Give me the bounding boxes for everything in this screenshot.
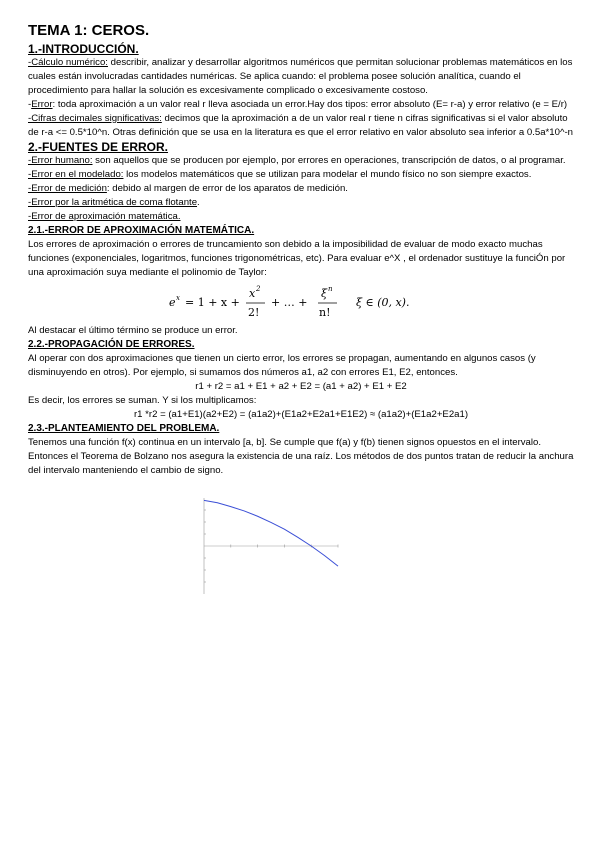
term: -Cálculo numérico: [28,57,108,68]
list-item [28,154,574,168]
series-line [204,500,338,566]
text: decimos que la aproximación a de un valor real r tiene n cifras significativas si el valor absoluto de r-a <= 0.5*10^n. Otras definición que se usa en la literatura es que el error relativo en valor absoluto sea inferior a 0.5a*10^-n [28,113,573,138]
paragraph-multiplicamos: Es decir, los errores se suman. Y si los multiplicamos: [28,395,257,406]
term: Error [31,99,53,110]
page-title: TEMA 1: CEROS. [28,22,150,39]
taylor-formula-svg [161,282,441,322]
formula-frac2-num-sup: n [328,285,333,293]
function-plot-svg [198,490,343,600]
text: describir, analizar y desarrollar algoritmos numéricos que permitan solucionar problemas matemáticos en los cuales están involucradas cantidades numéricas. Se aplica cuando: el problema posee solución analítica, cuando el procedimiento para hallar la solución es excesivamente complicado o excesivamente costoso. [28,57,573,96]
formula-cond: ξ ∈ (0, x). [356,296,410,309]
formula-eq: = 1 + x + [185,296,240,309]
list-item [28,168,574,182]
equation-product: r1 *r2 = (a1+E1)(a2+E2) = (a1a2)+(E1a2+E2a1+E1E2) ≈ (a1a2)+(E1a2+E2a1) [133,409,469,420]
section-heading-fuentes: 2.-FUENTES DE ERROR. [28,140,169,154]
equation-sum: r1 + r2 = a1 + E1 + a2 + E2 = (a1 + a2) + E1 + E2 [195,381,407,392]
dash: - [28,99,32,110]
section-heading-aproximacion: 2.1.-ERROR DE APROXIMACIÓN MATEMÁTICA. [28,225,255,236]
text: son aquellos que se producen por ejemplo, por errores en operaciones, transcripción de datos, o al programar. [92,155,566,166]
formula-frac1-den: 2! [248,306,260,319]
formula-frac2-num: ξ [321,287,328,300]
list-item [28,196,574,210]
text: : toda aproximación a un valor real r lleva asociada un error.Hay dos tipos: error absoluto (E= r-a) y error relativo (e = E/r) [52,99,568,110]
text: : debido al margen de error de los aparatos de medición. [106,183,348,194]
list-item [28,182,574,196]
paragraph-ultimo-termino: Al destacar el último término se produce un error. [28,325,238,336]
paragraph-cifras [28,112,574,140]
function-plot [198,490,343,600]
term: -Cifras decimales significativas: [28,113,162,124]
formula-frac1-num: x [249,287,256,300]
formula-mid: + … + [271,296,308,309]
term: -Error de aproximación matemática. [28,211,181,222]
formula-lhs-sup: x [176,294,180,302]
section-heading-planteamiento: 2.3.-PLANTEAMIENTO DEL PROBLEMA. [28,423,220,434]
paragraph-aproximacion: Los errores de aproximación o errores de truncamiento son debido a la imposibilidad de evaluar de modo exacto muchas funciones (exponenciales, logaritmos, funciones trigonométricas, etc). Para evaluar e^X , el ordenador sustituye la funciÓn por una aproximación suya mediante el polinomio de Taylor: [28,239,566,278]
section-heading-propagacion: 2.2.-PROPAGACIÓN DE ERRORES. [28,339,195,350]
formula-lhs: e [169,296,176,309]
paragraph-error [28,98,574,112]
taylor-formula [28,280,574,324]
section-heading-introduccion: 1.-INTRODUCCIÓN. [28,42,139,56]
text: . [197,197,200,208]
paragraph-planteamiento: Tenemos una función f(x) continua en un intervalo [a, b]. Se cumple que f(a) y f(b) tienen signos opuestos en el intervalo. Entonces el Teorema de Bolzano nos asegura la existencia de una raíz. Los métodos de dos puntos tratan de reducir la anchura del intervalo manteniendo el cambio de signo. [28,437,574,476]
term: -Error de medición [28,183,107,194]
paragraph-calculo-numerico [28,56,574,98]
document-page [28,22,574,600]
list-item [28,210,574,224]
term: -Error en el modelado: [28,169,124,180]
term: -Error humano: [28,155,93,166]
formula-frac1-num-sup: 2 [256,285,261,293]
formula-frac2-den: n! [319,306,331,319]
text: los modelos matemáticos que se utilizan para modelar el mundo físico no son siempre exactos. [123,169,532,180]
paragraph-propagacion: Al operar con dos aproximaciones que tienen un cierto error, los errores se propagan, aumentando en algunos casos (y disminuyendo en otros). Por ejemplo, si sumamos dos números a1, a2 con errores E1, E2, entonces. [28,353,536,378]
term: -Error por la aritmética de coma flotante [28,197,198,208]
